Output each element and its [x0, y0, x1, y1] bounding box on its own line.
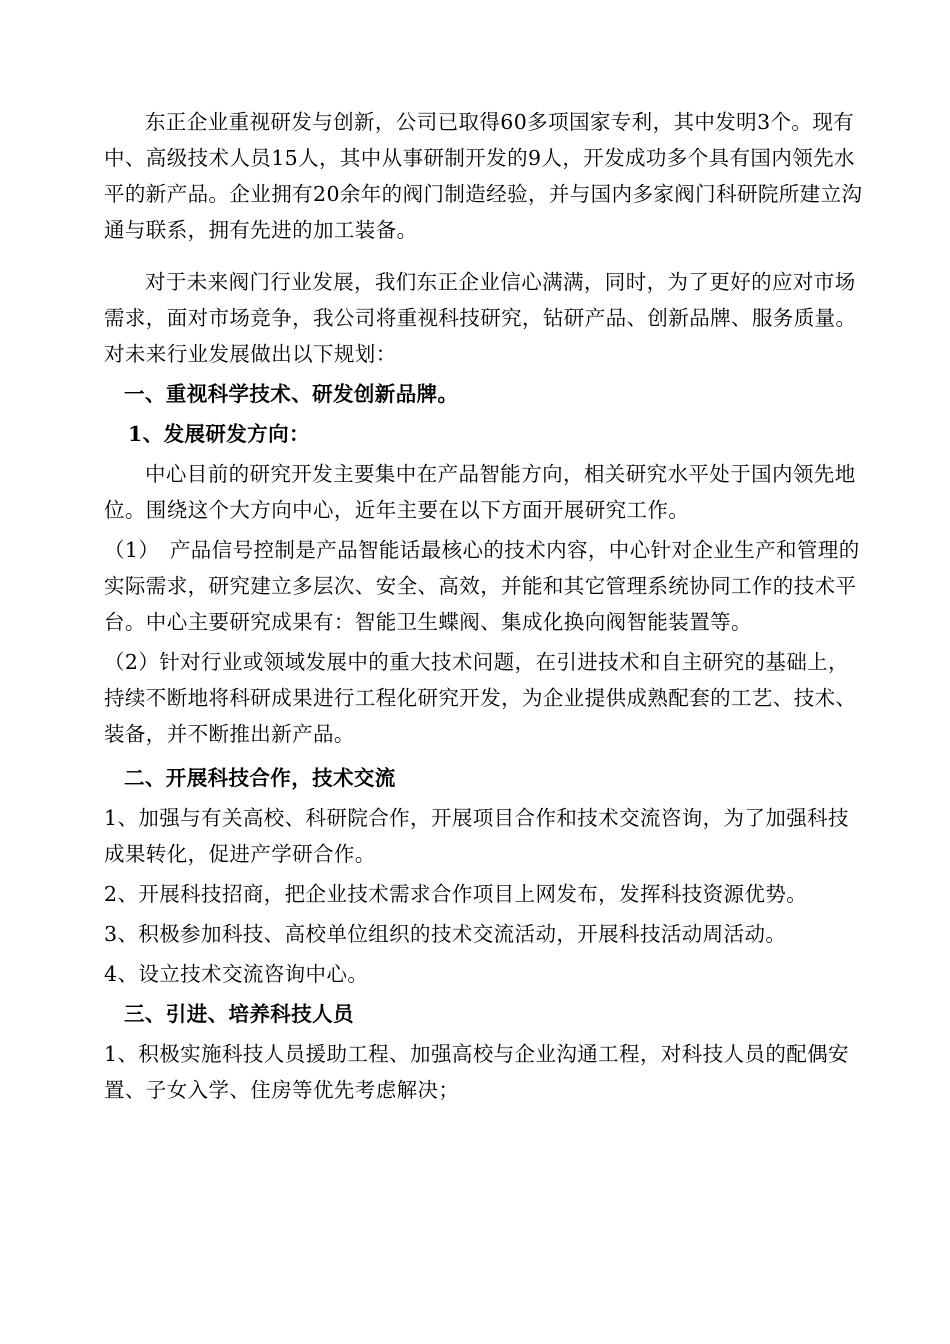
list-item: 4、设立技术交流咨询中心。: [104, 962, 369, 986]
heading-section-3: 三、引进、培养科技人员: [124, 1002, 354, 1026]
paragraph-plan: 对于未来阀门行业发展，我们东正企业信心满满，同时，为了更好的应对市场需求，面对市场竞争，我公司将重视科技研究，钻研产品、创新品牌、服务质量。对未来行业发展做出以下规划：: [104, 270, 857, 366]
list-item: 3、积极参加科技、高校单位组织的技术交流活动，开展科技活动周活动。: [104, 922, 787, 946]
heading-subsection-1-1: 1、发展研发方向：: [128, 422, 310, 446]
paragraph-intro: 东正企业重视研发与创新，公司已取得60多项国家专利，其中发明3个。现有中、高级技术人员15人，其中从事研制开发的9人，开发成功多个具有国内领先水平的新产品。企业拥有20余年的阀门制造经验，并与国内多家阀门科研院所建立沟通与联系，拥有先进的加工装备。: [104, 110, 863, 242]
paragraph-research-direction: 中心目前的研究开发主要集中在产品智能方向，相关研究水平处于国内领先地位。围绕这个大方向中心，近年主要在以下方面开展研究工作。: [104, 462, 856, 522]
list-item-1: （1） 产品信号控制是产品智能话最核心的技术内容，中心针对企业生产和管理的实际需求，研究建立多层次、安全、高效，并能和其它管理系统协同工作的技术平台。中心主要研究成果有：智能卫生蝶阀、集成化换向阀智能装置等。: [104, 538, 860, 634]
list-item-2: （2）针对行业或领域发展中的重大技术问题，在引进技术和自主研究的基础上，持续不断地将科研成果进行工程化研究开发，为企业提供成熟配套的工艺、技术、装备，并不断推出新产品。: [104, 650, 857, 746]
heading-section-2: 二、开展科技合作，技术交流: [124, 766, 396, 790]
heading-section-1: 一、重视科学技术、研发创新品牌。: [124, 382, 459, 406]
list-item: 2、开展科技招商，把企业技术需求合作项目上网发布，发挥科技资源优势。: [104, 882, 808, 906]
list-item: 1、积极实施科技人员援助工程、加强高校与企业沟通工程，对科技人员的配偶安置、子女入学、住房等优先考虑解决；: [104, 1042, 849, 1102]
list-item: 1、加强与有关高校、科研院合作，开展项目合作和技术交流咨询，为了加强科技成果转化，促进产学研合作。: [104, 806, 849, 866]
